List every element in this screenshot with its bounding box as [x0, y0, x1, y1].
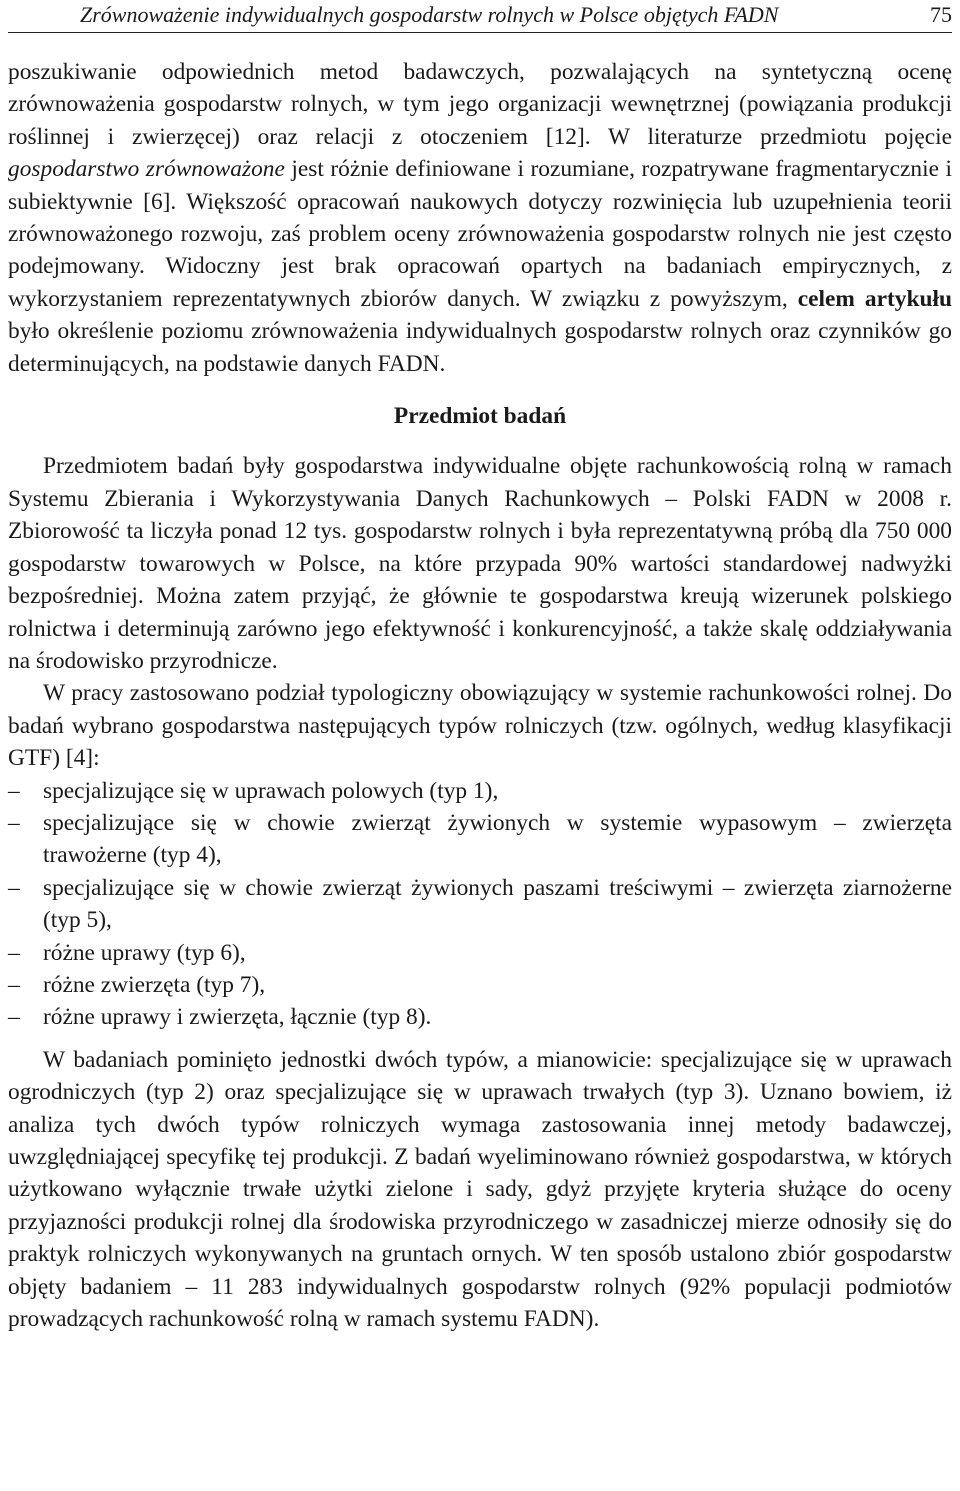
list-item: [8, 775, 952, 807]
list-dash: –: [8, 939, 20, 966]
list-item: [8, 1001, 952, 1033]
list-item-text: specjalizujące się w uprawach polowych (typ 1),: [43, 777, 499, 804]
intro-text-3: było określenie poziomu zrównoważenia indywidualnych gospodarstw rolnych oraz czynników go determinujących, na podstawie danych FADN.: [8, 318, 952, 377]
section-paragraph-3: W badaniach pominięto jednostki dwóch typów, a mianowicie: specjalizujące się w uprawach ogrodniczych (typ 2) oraz specjalizujące się w uprawach trwałych (typ 3). Uznano bowiem, iż analiza tych dwóch typów rolniczych wymaga zastosowania innej metody badawczej, uwzględniającej specyfikę tej produkcji. Z badań wyeliminowano również gospodarstwa, w których użytkowano wyłącznie trwałe użytki zielone i sady, gdyż przyjęte kryteria służące do oceny przyjazności produkcji rolnej dla środowiska przyrodniczego w zasadniczej mierze odnosiły się do praktyk rolniczych wykonywanych na gruntach ornych. W ten sposób ustalono zbiór gospodarstw objęty badaniem – 11 283 indywidualnych gospodarstw rolnych (92% populacji podmiotów prowadzących rachunkowość rolną w ramach systemu FADN).: [8, 1046, 952, 1333]
running-title: Zrównoważenie indywidualnych gospodarstw rolnych w Polsce objętych FADN: [80, 2, 779, 27]
list-item-text: różne uprawy i zwierzęta, łącznie (typ 8).: [43, 1004, 432, 1031]
page-number: 75: [930, 2, 952, 27]
page-header: [8, 0, 952, 33]
list-dash: –: [8, 777, 20, 804]
section-paragraph-1: Przedmiotem badań były gospodarstwa indywidualne objęte rachunkowością rolną w ramach Systemu Zbierania i Wykorzystywania Danych Rachunkowych – Polski FADN w 2008 r. Zbiorowość ta liczyła ponad 12 tys. gospodarstw rolnych i była reprezentatywną próbą dla 750 000 gospodarstw towarowych w Polsce, na które przypada 90% wartości standardowej nadwyżki bezpośredniej. Można zatem przyjąć, że głównie te gospodarstwa kreują wizerunek polskiego rolnictwa i determinują zarówno jego efektywność i konkurencyjność, a także skalę oddziaływania na środowisko przyrodnicze.: [8, 453, 952, 674]
list-dash: –: [8, 809, 20, 836]
intro-term-bold: celem artykułu: [797, 285, 952, 312]
list-item: [8, 937, 952, 969]
list-item-text: specjalizujące się w chowie zwierząt żywionych w systemie wypasowym – zwierzęta trawożerne (typ 4),: [43, 809, 952, 869]
intro-text-1: poszukiwanie odpowiednich metod badawczych, pozwalających na syntetyczną ocenę zrównoważenia gospodarstw rolnych, w tym jego organizacji wewnętrznej (powiązania produkcji roślinnej i zwierzęcej) oraz relacji z otoczeniem [12]. W literaturze przedmiotu pojęcie: [8, 59, 952, 150]
list-dash: –: [8, 1004, 20, 1031]
farm-type-list: [8, 775, 952, 1034]
section-paragraph-2: W pracy zastosowano podział typologiczny obowiązujący w systemie rachunkowości rolnej. Do badań wybrano gospodarstwa następujących typów rolniczych (tzw. ogólnych, według klasyfikacji GTF) [4]:: [8, 680, 952, 772]
list-dash: –: [8, 971, 20, 998]
list-item-text: specjalizujące się w chowie zwierząt żywionych paszami treściwymi – zwierzęta ziarnożerne (typ 5),: [43, 874, 952, 934]
list-dash: –: [8, 874, 20, 901]
list-item-text: różne zwierzęta (typ 7),: [43, 971, 266, 998]
page-content: [8, 56, 952, 1335]
list-item: [8, 807, 952, 872]
section-heading: Przedmiot badań: [393, 403, 567, 430]
list-item-text: różne uprawy (typ 6),: [43, 939, 246, 966]
intro-text-2: jest różnie definiowane i rozumiane, rozpatrywane fragmentarycznie i subiektywnie [6]. Większość opracowań naukowych dotyczy rozwinięcia lub uzupełnienia teorii zrównoważonego rozwoju, zaś problem oceny zrównoważenia gospodarstw rolnych nie jest często podejmowany. Widoczny jest brak opracowań opartych na badaniach empirycznych, z wykorzystaniem reprezentatywnych zbiorów danych. W związku z powyższym,: [8, 156, 952, 312]
list-item: [8, 872, 952, 937]
list-item: [8, 969, 952, 1001]
intro-term-italic: gospodarstwo zrównoważone: [8, 156, 285, 183]
intro-paragraph: [8, 56, 952, 380]
